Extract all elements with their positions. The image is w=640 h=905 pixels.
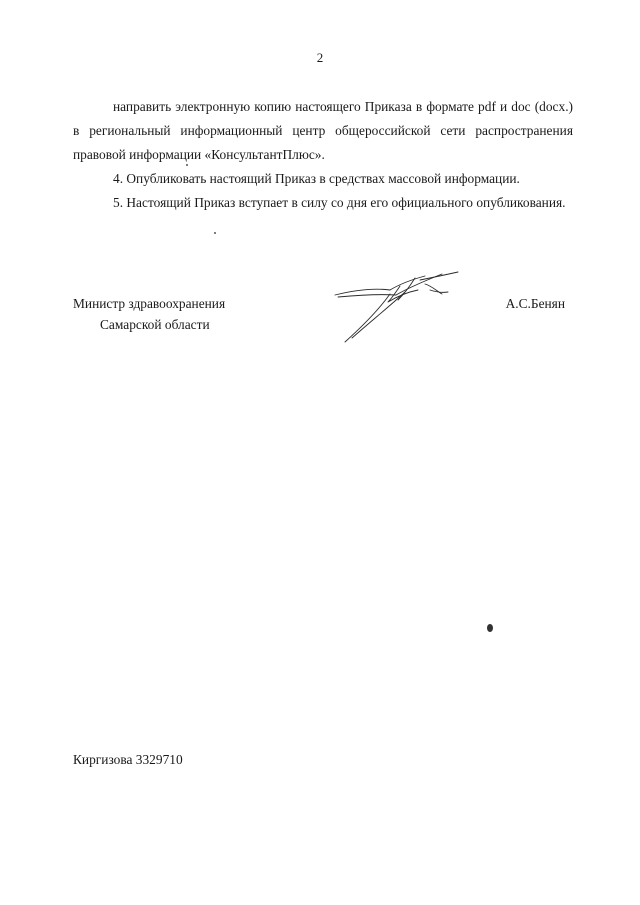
signer-name: А.С.Бенян <box>505 296 565 311</box>
scan-speck <box>186 164 188 166</box>
signature-block <box>73 293 573 363</box>
handwritten-signature <box>330 268 465 348</box>
paragraph-item-5: 5. Настоящий Приказ вступает в силу со дня его официального опубликования. <box>113 195 566 210</box>
document-body <box>73 95 573 215</box>
signer-title-line-1: Министр здравоохранения <box>73 296 226 311</box>
scan-speck <box>487 624 493 632</box>
paragraph-continuation: направить электронную копию настоящего Приказа в формате pdf и doc (docx.) в региональный информационный центр общероссийской сети распространения правовой информации «КонсультантПлюс». <box>73 99 573 162</box>
signer-title-line-2: Самарской области <box>100 317 210 332</box>
scan-speck <box>214 232 216 234</box>
page-number: 2 <box>316 50 324 65</box>
executor-contact: Киргизова 3329710 <box>73 752 183 767</box>
paragraph-item-4: 4. Опубликовать настоящий Приказ в средствах массовой информации. <box>113 171 520 186</box>
